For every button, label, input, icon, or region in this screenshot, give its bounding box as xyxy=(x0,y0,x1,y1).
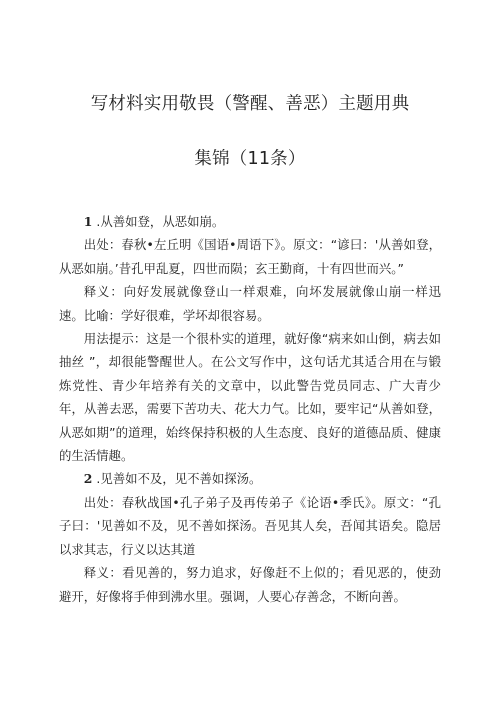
entry-source: 出处：春秋•左丘明《国语•周语下》。原文：“谚曰：'从善如登，从恶如崩。’昔孔甲乱夏，四世而陨；玄王勤商，十有四世而兴。” xyxy=(59,237,441,276)
entry-number: 2 xyxy=(83,471,93,487)
entry-heading xyxy=(59,467,441,490)
document-title-line2: 集锦（11条） xyxy=(194,149,306,169)
entry-heading-text: .见善如不及，见不善如探汤。 xyxy=(96,471,262,487)
entry-heading-text: .从善如登，从恶如崩。 xyxy=(96,214,225,229)
entry-heading xyxy=(59,210,441,233)
entry-number: 1 xyxy=(83,214,93,229)
entry-usage: 用法提示：这是一个很朴实的道理，就好像“病来如山倒，病去如抽丝 ”，却很能警醒世人。在公文写作中，这句话尤其适合用在与锻炼党性、青少年培养有关的文章中，以此警告党员同志、广大青少年，从善去恶，需要下苦功夫、花大力气。比如，要牢记“从善如登，从恶如期”的道理，始终保持积极的人生态度、良好的道德品质、健康的生活情趣。 xyxy=(59,331,441,464)
entry-source: 出处：春秋战国•孔子弟子及再传弟子《论语•季氏》。原文：“孔子曰：'见善如不及，见不善如探汤。吾见其人矣，吾闻其语矣。隐居以求其志，行义以达其道 xyxy=(59,494,441,557)
entry-explanation: 释义：向好发展就像登山一样艰难，向坏发展就像山崩一样迅速。比喻：学好很难，学坏却很容易。 xyxy=(59,284,441,323)
document-title-line1: 写材料实用敬畏（警醒、善恶）主题用典 xyxy=(90,94,410,114)
entry-explanation: 释义：看见善的，努力追求，好像赶不上似的；看见恶的，使劲避开，好像将手伸到沸水里。强调，人要心存善念，不断向善。 xyxy=(59,565,441,604)
document-body xyxy=(0,210,500,608)
